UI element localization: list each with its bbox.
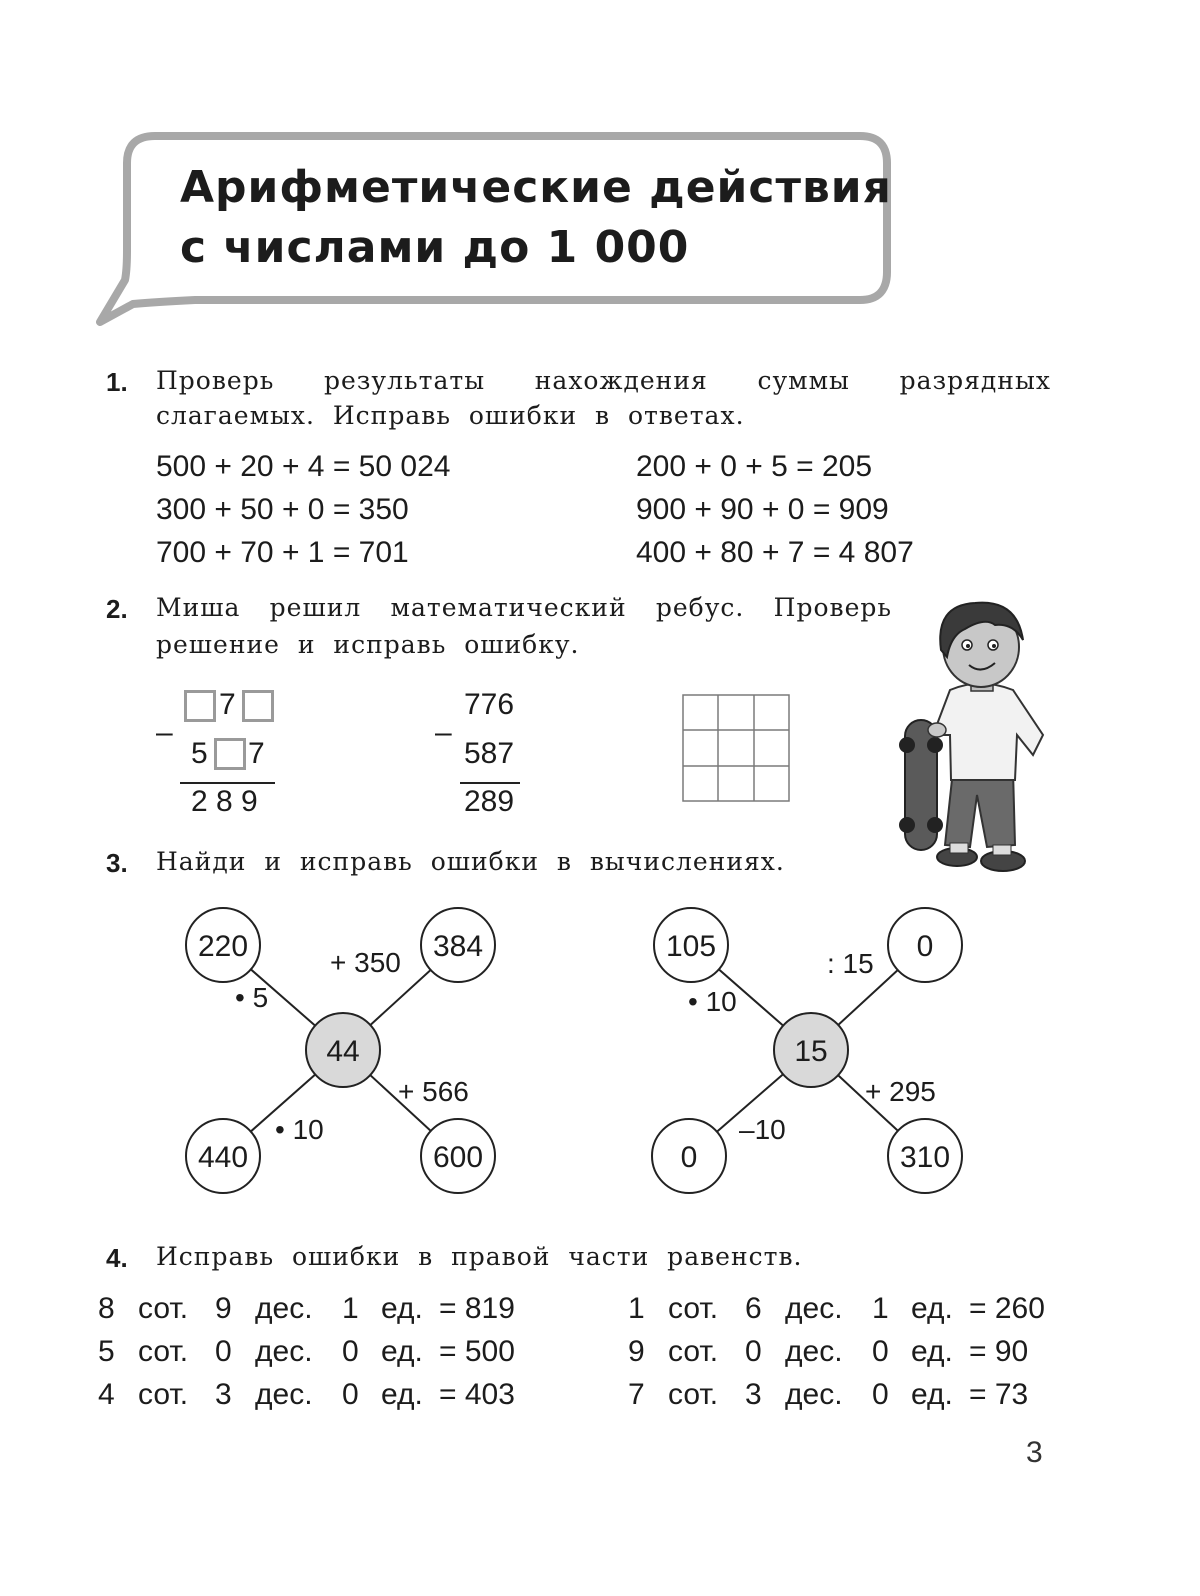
task-4-text: Исправь ошибки в правой части равенств.: [156, 1242, 803, 1271]
ones-digit: 0: [872, 1378, 889, 1411]
equation: 700 + 70 + 1 = 701: [156, 536, 409, 569]
ones-unit: ед.: [911, 1292, 953, 1325]
word: результаты: [324, 366, 486, 395]
ones-unit: ед.: [911, 1335, 953, 1368]
equation-result: = 73: [969, 1378, 1029, 1411]
ones-unit: ед.: [911, 1378, 953, 1411]
ones-unit: ед.: [381, 1292, 423, 1325]
task-1-text-line-2: слагаемых. Исправь ошибки в ответах.: [156, 401, 745, 430]
tens-digit: 9: [215, 1292, 232, 1325]
sum-line: [180, 782, 275, 784]
hundreds-digit: 7: [628, 1378, 645, 1411]
task-1-text-line-1: [156, 366, 1051, 395]
rebus-digit: 7: [219, 688, 236, 721]
equation: 300 + 50 + 0 = 350: [156, 493, 409, 526]
solution-top: 776: [464, 688, 515, 721]
ones-digit: 0: [342, 1378, 359, 1411]
hundreds-digit: 1: [628, 1292, 645, 1325]
hundreds-digit: 8: [98, 1292, 115, 1325]
node-value: 0: [680, 1141, 698, 1174]
tens-digit: 0: [745, 1335, 762, 1368]
equation: 400 + 80 + 7 = 4 807: [636, 536, 914, 569]
word: Проверь: [773, 593, 892, 622]
tens-unit: дес.: [785, 1335, 843, 1368]
operation-label: + 350: [330, 947, 401, 978]
task-2-text-line-1: [156, 593, 892, 622]
word: разрядных: [899, 366, 1051, 395]
operation-label: • 5: [235, 982, 269, 1013]
center-value: 44: [326, 1035, 360, 1068]
word: Миша: [156, 593, 241, 622]
hundreds-unit: сот.: [668, 1378, 719, 1411]
tens-unit: дес.: [785, 1292, 843, 1325]
task-2-text-line-2: решение и исправь ошибку.: [156, 630, 580, 659]
minus-sign: –: [435, 716, 452, 749]
rebus-digit: 7: [248, 737, 265, 770]
tens-digit: 3: [215, 1378, 232, 1411]
hundreds-unit: сот.: [138, 1292, 189, 1325]
rebus-digit: 5: [191, 737, 208, 770]
tens-digit: 6: [745, 1292, 762, 1325]
operation-label: : 15: [827, 948, 874, 979]
blank-box[interactable]: [242, 690, 274, 722]
tens-digit: 0: [215, 1335, 232, 1368]
word: Проверь: [156, 366, 275, 395]
tens-unit: дес.: [255, 1292, 313, 1325]
ones-unit: ед.: [381, 1335, 423, 1368]
equation-result: = 819: [439, 1292, 515, 1325]
word: суммы: [757, 366, 850, 395]
task-4-number: 4.: [106, 1243, 128, 1273]
equation-result: = 260: [969, 1292, 1045, 1325]
word: нахождения: [534, 366, 708, 395]
node-value: 384: [432, 930, 484, 963]
node-value: 310: [899, 1141, 951, 1174]
hundreds-digit: 4: [98, 1378, 115, 1411]
equation-result: = 403: [439, 1378, 515, 1411]
hundreds-unit: сот.: [668, 1292, 719, 1325]
answer-grid[interactable]: [682, 694, 790, 802]
task-2-number: 2.: [106, 594, 128, 624]
ones-digit: 1: [342, 1292, 359, 1325]
task-3-number: 3.: [106, 848, 128, 878]
ones-digit: 0: [342, 1335, 359, 1368]
equation: 900 + 90 + 0 = 909: [636, 493, 889, 526]
task-3-text: Найди и исправь ошибки в вычислениях.: [156, 847, 785, 876]
page-number: 3: [1026, 1436, 1043, 1469]
word: математический: [390, 593, 627, 622]
operation-label: • 10: [275, 1114, 324, 1145]
hundreds-digit: 5: [98, 1335, 115, 1368]
tens-unit: дес.: [255, 1378, 313, 1411]
hundreds-unit: сот.: [138, 1335, 189, 1368]
page-title-line-1: Арифметические действия: [180, 162, 892, 213]
hundreds-unit: сот.: [138, 1378, 189, 1411]
tens-unit: дес.: [785, 1378, 843, 1411]
boy-with-skateboard-illustration: [895, 595, 1055, 885]
calc-diagram-1: [180, 900, 510, 1200]
blank-box[interactable]: [184, 690, 216, 722]
node-value: 0: [916, 930, 934, 963]
operation-label: + 566: [398, 1076, 469, 1107]
node-value: 600: [432, 1141, 484, 1174]
equation-result: = 90: [969, 1335, 1029, 1368]
operation-label: –10: [739, 1114, 786, 1145]
node-value: 440: [197, 1141, 249, 1174]
word: решил: [269, 593, 362, 622]
node-value: 220: [197, 930, 249, 963]
rebus-result: 2 8 9: [191, 785, 258, 818]
operation-label: • 10: [688, 986, 737, 1017]
center-value: 15: [794, 1035, 828, 1068]
solution-middle: 587: [464, 737, 515, 770]
operation-label: + 295: [865, 1076, 936, 1107]
node-value: 105: [665, 930, 717, 963]
sum-line: [460, 782, 520, 784]
word: ребус.: [655, 593, 745, 622]
blank-box[interactable]: [214, 738, 246, 770]
hundreds-digit: 9: [628, 1335, 645, 1368]
equation: 200 + 0 + 5 = 205: [636, 450, 873, 483]
equation-result: = 500: [439, 1335, 515, 1368]
equation: 500 + 20 + 4 = 50 024: [156, 450, 451, 483]
minus-sign: –: [156, 716, 173, 749]
ones-digit: 1: [872, 1292, 889, 1325]
ones-digit: 0: [872, 1335, 889, 1368]
ones-unit: ед.: [381, 1378, 423, 1411]
calc-diagram-2: [645, 900, 975, 1200]
tens-digit: 3: [745, 1378, 762, 1411]
task-1-number: 1.: [106, 367, 128, 397]
tens-unit: дес.: [255, 1335, 313, 1368]
hundreds-unit: сот.: [668, 1335, 719, 1368]
solution-result: 289: [464, 785, 515, 818]
page-title-line-2: с числами до 1 000: [180, 222, 690, 273]
